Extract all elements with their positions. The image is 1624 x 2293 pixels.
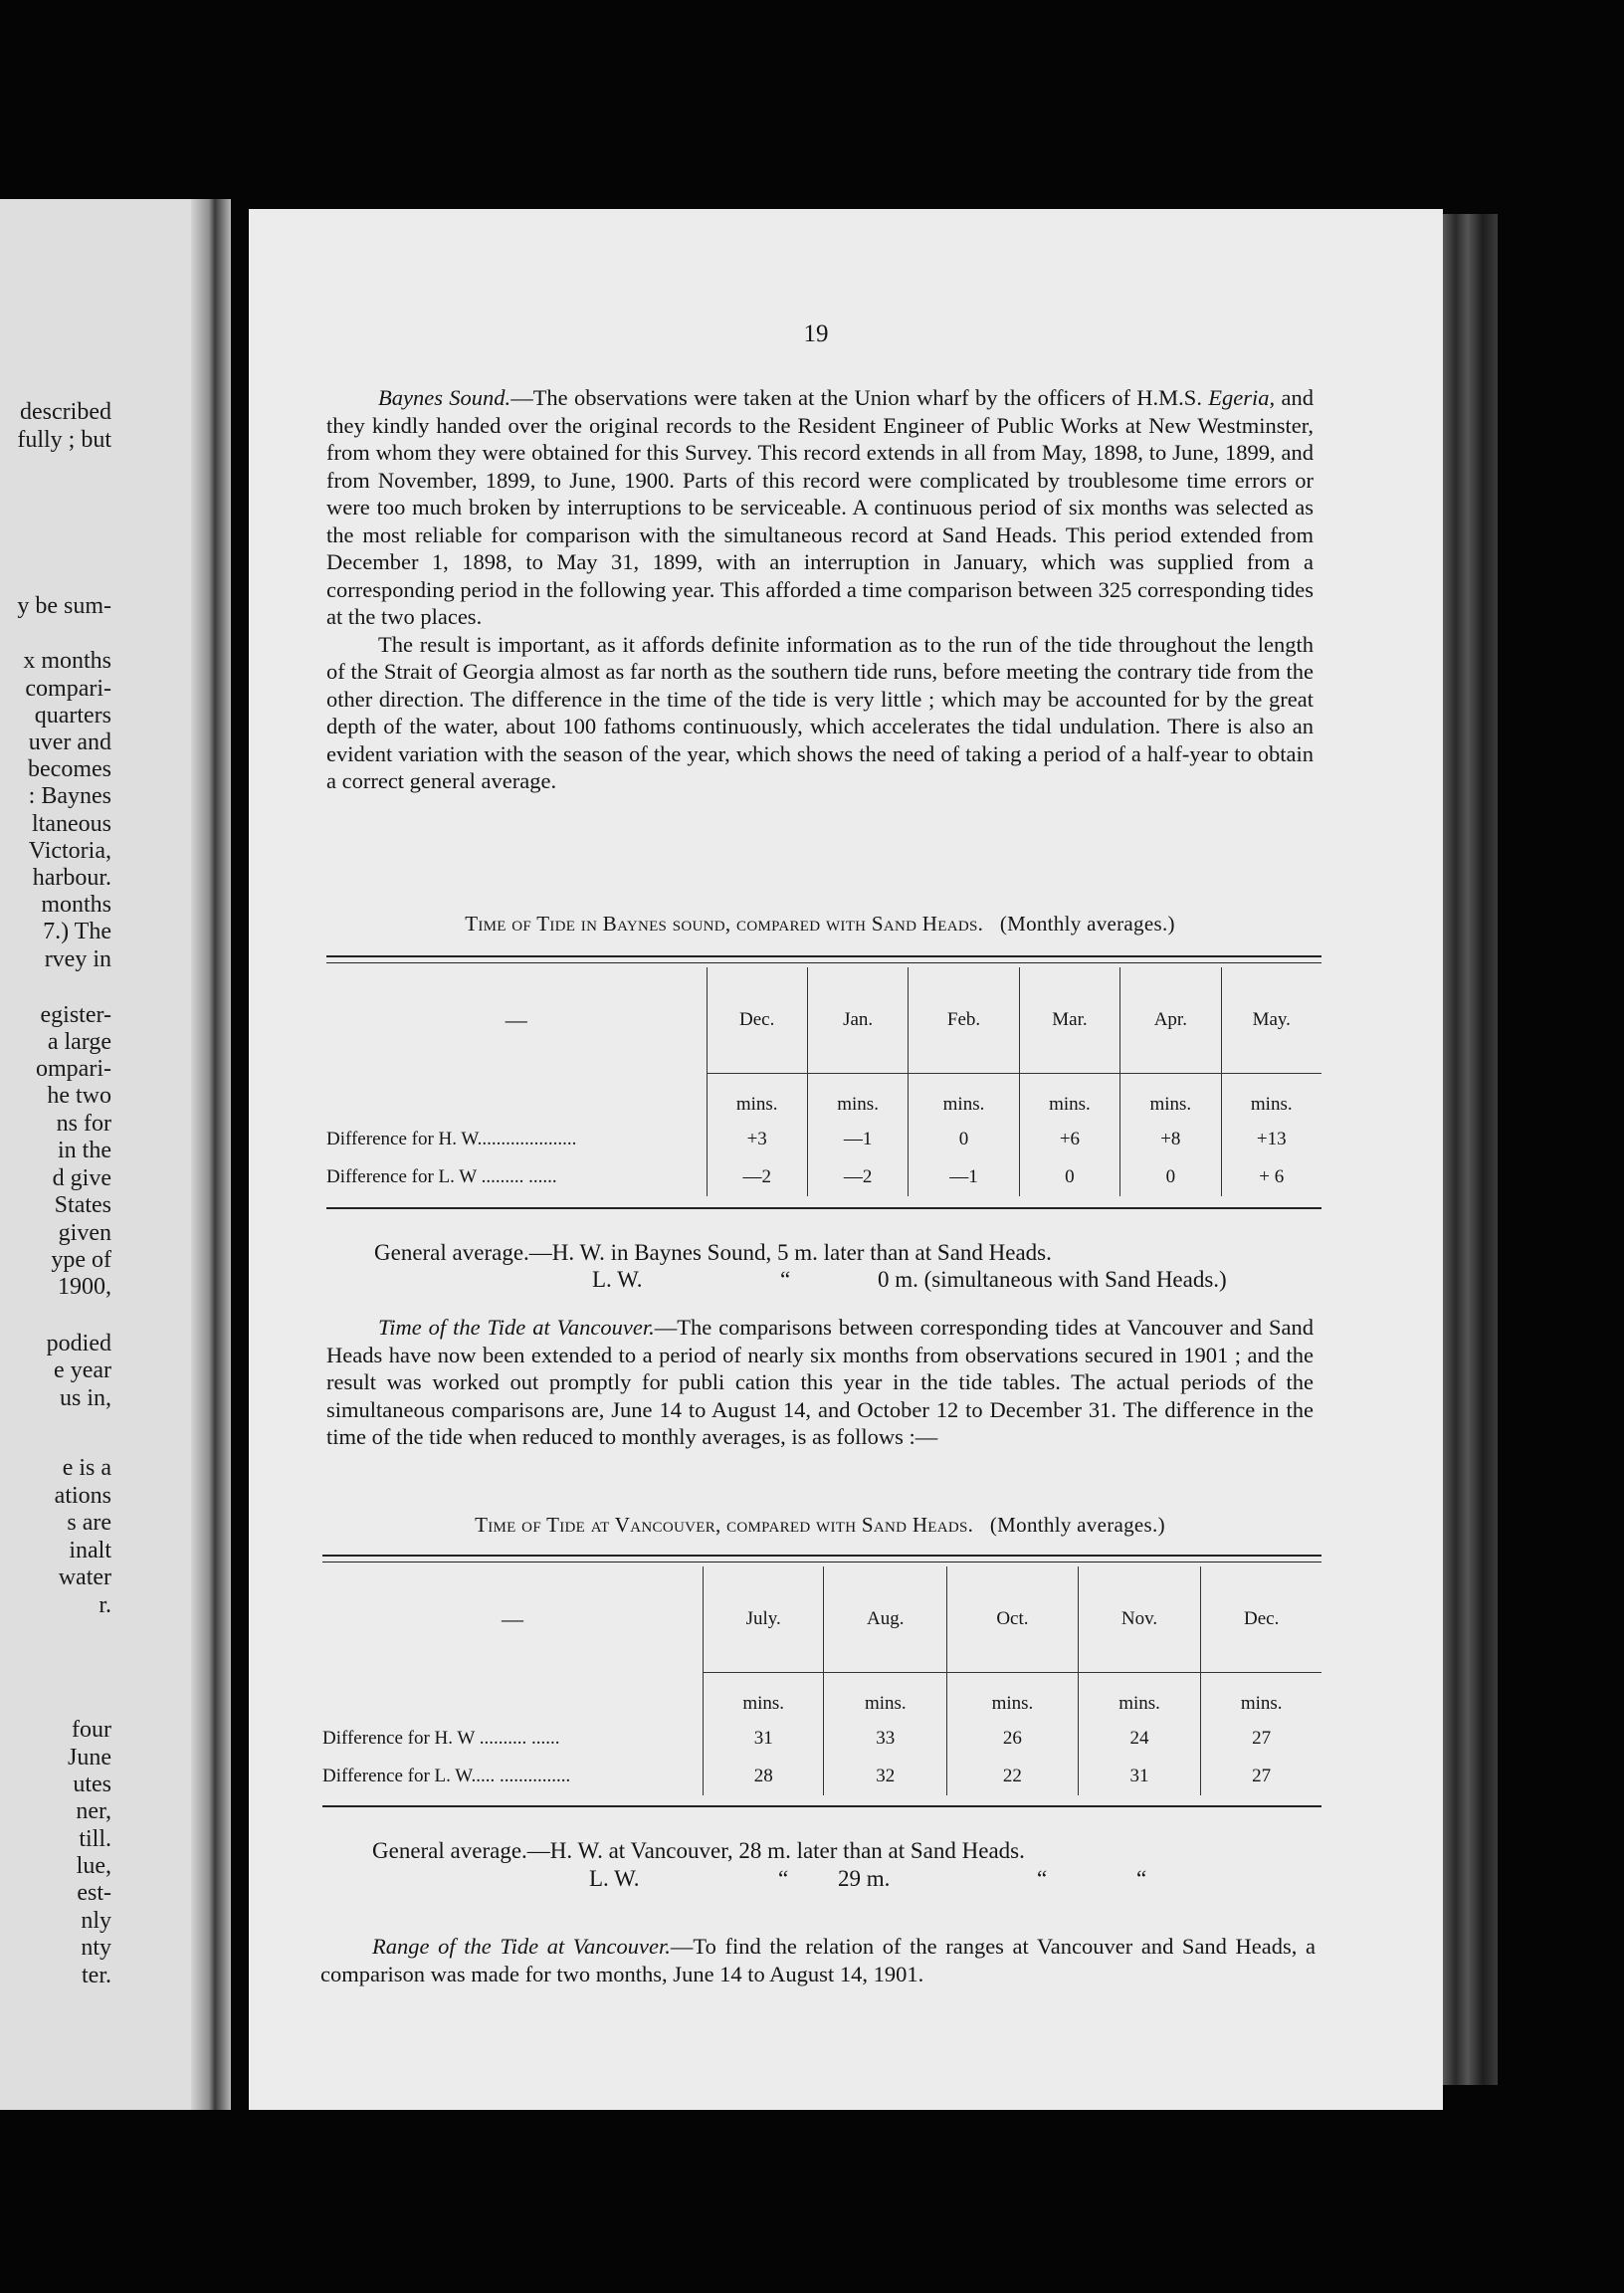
table-unit-spacer xyxy=(322,1672,703,1720)
value-cell: 26 xyxy=(947,1720,1079,1758)
left-fragment-line: uver and xyxy=(28,730,111,755)
left-fragment-line: quarters xyxy=(34,703,111,729)
range-paragraph xyxy=(320,1933,1316,1987)
table-row xyxy=(322,1758,1321,1795)
month-header: Oct. xyxy=(947,1566,1079,1672)
left-fragment-line: s are xyxy=(67,1510,111,1536)
table2-top-rule xyxy=(322,1555,1321,1563)
table-unit-spacer xyxy=(326,1073,707,1121)
month-header: Mar. xyxy=(1019,967,1119,1073)
left-fragment-line: r. xyxy=(99,1592,111,1618)
left-fragment-line: in the xyxy=(58,1138,111,1163)
table-header-row xyxy=(322,1566,1321,1672)
range-text: —To find the relation of the ranges at Vancouver and Sand Heads, a comparison was made for two months, June 14 to August 14, 1901. xyxy=(320,1934,1317,1986)
baynes-heading: Baynes Sound. xyxy=(378,385,511,410)
left-fragment-line: he two xyxy=(47,1083,111,1109)
left-fragment-line: inalt xyxy=(69,1538,111,1563)
vancouver-section xyxy=(326,1314,1314,1451)
value-cell: 27 xyxy=(1201,1720,1321,1758)
left-fragment-line: described xyxy=(20,399,111,425)
value-cell: —1 xyxy=(909,1158,1019,1196)
value-cell: 32 xyxy=(824,1758,947,1795)
left-fragment-line: Victoria, xyxy=(28,838,111,864)
left-fragment-line: ns for xyxy=(56,1111,111,1137)
left-fragment-line: June xyxy=(68,1745,111,1771)
baynes-general-average-hw: General average.—H. W. in Baynes Sound, 5 m. later than at Sand Heads. xyxy=(374,1240,1052,1265)
left-fragment-line: till. xyxy=(79,1826,111,1852)
range-heading: Range of the Tide at Vancouver. xyxy=(372,1934,671,1959)
left-fragment-line: compari- xyxy=(25,676,111,702)
value-cell: +6 xyxy=(1019,1121,1119,1158)
unit-cell: mins. xyxy=(1221,1073,1321,1121)
baynes-general-average-lw-value: 0 m. (simultaneous with Sand Heads.) xyxy=(878,1267,1227,1292)
row-label: Difference for L. W ......... ...... xyxy=(326,1166,557,1187)
vancouver-ditto-mark-3: “ xyxy=(1136,1866,1147,1891)
left-fragment-line: 7.) The xyxy=(43,919,111,944)
left-fragment-line: e year xyxy=(54,1357,111,1383)
unit-cell: mins. xyxy=(947,1672,1079,1720)
left-fragment-line: rvey in xyxy=(44,946,111,972)
baynes-paragraph-2: The result is important, as it affords definite information as to the run of the tide throughout the length of the Strait of Georgia almost as far north as the southern tide runs, before meeting the contrary tide from the other direction. The difference in the time of the tide is very little ; which may be accounted for by the great depth of the water, about 100 fathoms continuously, which accelerates the tidal undulation. There is also an evident variation with the season of the year, which shows the need of taking a period of a half-year to obtain a correct general average. xyxy=(326,631,1314,793)
left-fragment-line: months xyxy=(41,892,111,918)
table1-top-rule xyxy=(326,955,1321,963)
table-unit-row xyxy=(322,1672,1321,1720)
baynes-paragraph-1 xyxy=(326,384,1314,631)
vancouver-general-average-lw: L. W. xyxy=(589,1866,640,1891)
table-row xyxy=(326,1121,1321,1158)
left-fragment-line: water xyxy=(58,1564,111,1590)
left-fragment-line: e is a xyxy=(62,1455,111,1481)
unit-cell: mins. xyxy=(1120,1073,1221,1121)
month-header: July. xyxy=(703,1566,824,1672)
row-label: Difference for H. W .......... ...... xyxy=(322,1728,560,1749)
left-fragment-line: given xyxy=(58,1220,111,1246)
table2-caption-note: (Monthly averages.) xyxy=(989,1513,1165,1537)
range-section xyxy=(320,1933,1316,1987)
left-fragment-line: ype of xyxy=(51,1247,111,1273)
page-number: 19 xyxy=(803,320,829,347)
value-cell: —1 xyxy=(807,1121,908,1158)
left-fragment-line: ompari- xyxy=(36,1056,111,1082)
left-fragment-line: ations xyxy=(54,1483,111,1509)
value-cell: +8 xyxy=(1120,1121,1221,1158)
unit-cell: mins. xyxy=(1019,1073,1119,1121)
left-fragment-line: us in, xyxy=(59,1385,111,1411)
table2-caption-main: Time of Tide at Vancouver, compared with Sand Heads. xyxy=(475,1513,974,1537)
baynes-tide-table xyxy=(326,967,1321,1196)
month-header: Jan. xyxy=(807,967,908,1073)
vancouver-paragraph xyxy=(326,1314,1314,1451)
baynes-text-rest: and they kindly handed over the original records to the Resident Engineer of Public Works at New Westminster, from whom they were obtained for this Survey. This record extends in all from May, 1898, to June, 1899, and from November, 1899, to June, 1900. Parts of this record were complicated by troublesome time errors or were too much broken by interruptions to be serviceable. A continuous period of six months was selected as the most reliable for comparison with the simultaneous record at Sand Heads. This period extended from December 1, 1898, to May 31, 1899, with an interruption in January, which was supplied from a corresponding period in the following year. This afforded a time comparison between 325 corresponding tides at the two places. xyxy=(326,385,1314,629)
vancouver-text: —The comparisons between corresponding tides at Vancouver and Sand Heads have now been extended to a period of nearly six months from observations secured in 1901 ; and the result was worked out promptly for publi cation this year in the tide tables. The actual periods of the simultaneous comparisons are, June 14 to August 14, and October 12 to December 31. The difference in the time of the tide when reduced to monthly averages, is as follows :— xyxy=(326,1315,1314,1449)
left-fragment-line: est- xyxy=(77,1880,111,1906)
left-fragment-line: States xyxy=(54,1192,111,1218)
document-page xyxy=(249,209,1443,2110)
baynes-general-average-lw: L. W. xyxy=(592,1267,643,1292)
page-edge-shadow xyxy=(1438,214,1498,2085)
unit-cell: mins. xyxy=(703,1672,824,1720)
value-cell: +3 xyxy=(707,1121,807,1158)
month-header: Feb. xyxy=(909,967,1019,1073)
table2-caption xyxy=(326,1513,1314,1538)
row-label: Difference for H. W..................... xyxy=(326,1129,577,1149)
vancouver-general-average-hw: General average.—H. W. at Vancouver, 28 m. later than at Sand Heads. xyxy=(372,1838,1025,1863)
value-cell: 27 xyxy=(1201,1758,1321,1795)
left-fragment-line: nty xyxy=(81,1935,111,1961)
value-cell: 24 xyxy=(1078,1720,1201,1758)
left-fragment-line: ner, xyxy=(76,1798,111,1824)
left-fragment-line: : Baynes xyxy=(28,783,111,809)
unit-cell: mins. xyxy=(707,1073,807,1121)
baynes-ditto-mark: “ xyxy=(780,1267,791,1292)
value-cell: 22 xyxy=(947,1758,1079,1795)
vancouver-general-average-lw-value: 29 m. xyxy=(838,1866,891,1891)
month-header: Dec. xyxy=(1201,1566,1321,1672)
left-fragment-line: utes xyxy=(73,1772,111,1797)
unit-cell: mins. xyxy=(824,1672,947,1720)
table1-caption xyxy=(326,912,1314,937)
month-header: Dec. xyxy=(707,967,807,1073)
vancouver-ditto-mark-2: “ xyxy=(1037,1866,1048,1891)
ship-name: Egeria, xyxy=(1208,385,1276,410)
table2-bottom-rule xyxy=(322,1805,1321,1807)
table-unit-row xyxy=(326,1073,1321,1121)
value-cell: 33 xyxy=(824,1720,947,1758)
month-header: Nov. xyxy=(1078,1566,1201,1672)
left-fragment-line: harbour. xyxy=(32,865,111,891)
value-cell: 28 xyxy=(703,1758,824,1795)
unit-cell: mins. xyxy=(909,1073,1019,1121)
value-cell: +13 xyxy=(1221,1121,1321,1158)
left-fragment-line: four xyxy=(72,1717,111,1743)
table-corner-dash: — xyxy=(501,1606,523,1631)
row-label: Difference for L. W..... ............... xyxy=(322,1766,571,1786)
unit-cell: mins. xyxy=(1078,1672,1201,1720)
table-header-row xyxy=(326,967,1321,1073)
unit-cell: mins. xyxy=(1201,1672,1321,1720)
vancouver-ditto-mark: “ xyxy=(778,1866,789,1891)
left-fragment-line: x months xyxy=(23,648,111,674)
vancouver-heading: Time of the Tide at Vancouver. xyxy=(378,1315,655,1340)
left-fragment-line: nly xyxy=(81,1908,111,1934)
table1-bottom-rule xyxy=(326,1207,1321,1209)
value-cell: 31 xyxy=(1078,1758,1201,1795)
left-fragment-line: 1900, xyxy=(58,1274,111,1300)
book-gutter xyxy=(191,199,231,2110)
value-cell: 0 xyxy=(909,1121,1019,1158)
table-row xyxy=(322,1720,1321,1758)
left-fragment-line: a large xyxy=(47,1029,111,1055)
month-header: Aug. xyxy=(824,1566,947,1672)
left-fragment-line: ltaneous xyxy=(32,811,111,837)
month-header: Apr. xyxy=(1120,967,1221,1073)
value-cell: 0 xyxy=(1019,1158,1119,1196)
baynes-sound-section xyxy=(326,384,1314,795)
table1-caption-note: (Monthly averages.) xyxy=(999,912,1175,936)
table1-caption-main: Time of Tide in Baynes sound, compared with Sand Heads. xyxy=(465,912,984,936)
value-cell: + 6 xyxy=(1221,1158,1321,1196)
vancouver-tide-table xyxy=(322,1566,1321,1795)
baynes-text-intro: —The observations were taken at the Union wharf by the officers of H.M.S. xyxy=(510,385,1209,410)
left-fragment-line: egister- xyxy=(40,1002,111,1028)
value-cell: —2 xyxy=(707,1158,807,1196)
left-fragment-line: becomes xyxy=(28,756,111,782)
left-fragment-line: lue, xyxy=(76,1853,111,1879)
value-cell: 0 xyxy=(1120,1158,1221,1196)
left-fragment-line: fully ; but xyxy=(17,427,111,453)
table-corner-dash: — xyxy=(505,1007,527,1032)
value-cell: 31 xyxy=(703,1720,824,1758)
month-header: May. xyxy=(1221,967,1321,1073)
left-fragment-line: podied xyxy=(46,1331,111,1356)
table-row xyxy=(326,1158,1321,1196)
value-cell: —2 xyxy=(807,1158,908,1196)
left-fragment-line: ter. xyxy=(82,1963,111,1988)
unit-cell: mins. xyxy=(807,1073,908,1121)
left-fragment-line: d give xyxy=(52,1165,111,1191)
left-fragment-line: y be sum- xyxy=(17,593,111,619)
